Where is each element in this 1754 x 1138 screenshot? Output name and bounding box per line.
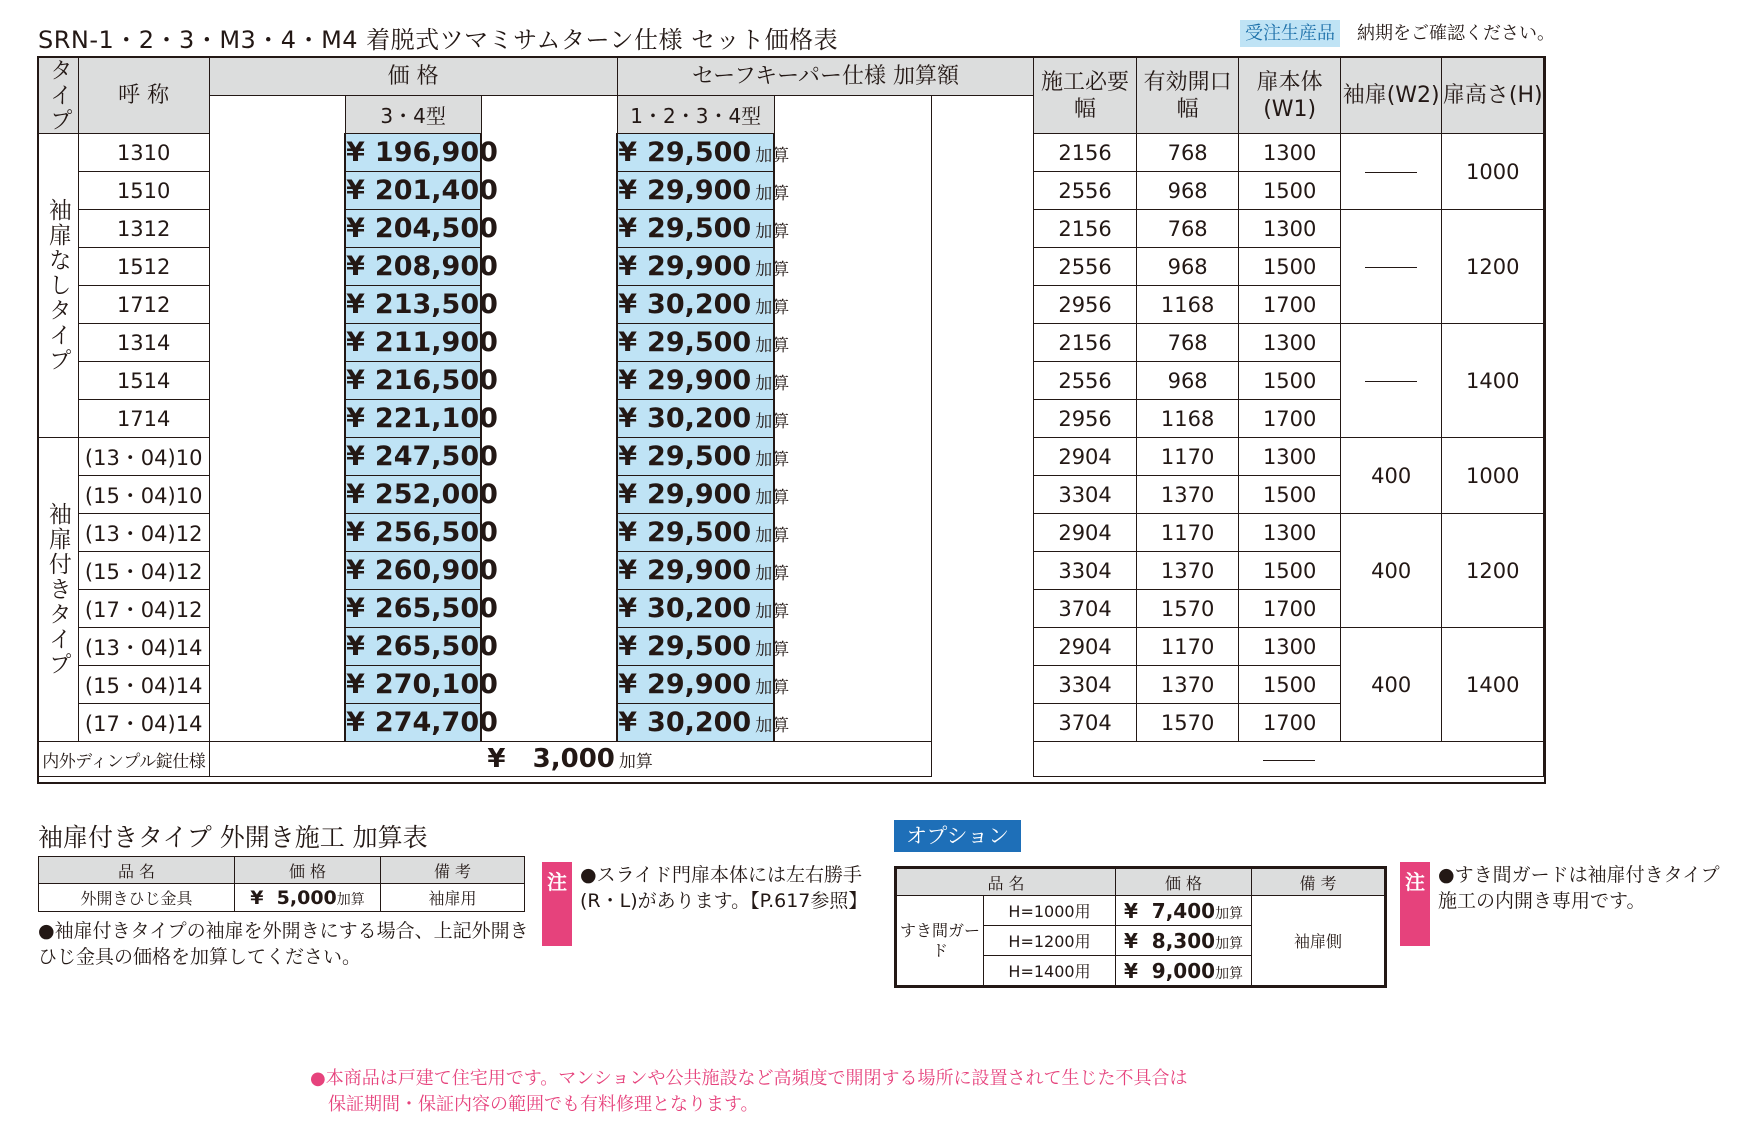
made-to-order-badge: 受注生産品 [1240,20,1340,47]
open-width-cell: 768 [1136,324,1239,362]
price-blank [481,362,617,400]
price-blank-left [209,96,345,134]
price-blank [209,628,345,666]
caution-mark: 注 [542,862,572,946]
price-cell: ¥ 265,500 [345,590,481,628]
door-height-cell: 1200 [1442,210,1544,324]
header-install-width: 施工必要幅 [1034,58,1137,134]
sleeve-width-cell: 400 [1340,438,1442,514]
price-blank [209,286,345,324]
open-width-cell: 1570 [1136,704,1239,742]
gap-cell [931,134,1034,172]
open-width-cell: 1170 [1136,514,1239,552]
sleeve-header-name: 品 名 [39,857,235,884]
gap-cell [931,324,1034,362]
type-label: 袖扉付きタイプ [39,438,79,742]
price-cell: ¥ 270,100 [345,666,481,704]
open-width-cell: 1570 [1136,590,1239,628]
safe-blank [774,666,931,704]
sleeve-item-name: 外開きひじ金具 [39,884,235,912]
price-cell: ¥ 204,500 [345,210,481,248]
safe-blank [774,210,931,248]
dash-line [1365,172,1417,173]
table-row [39,590,1544,628]
gap-cell [931,248,1034,286]
price-blank [481,286,617,324]
option-row [896,896,1386,926]
gap-cell [931,552,1034,590]
safe-keeper-cell: ¥ 29,900 加算 [617,362,774,400]
body-width-cell: 1300 [1239,438,1341,476]
table-row [39,704,1544,742]
safe-blank-right [774,96,931,134]
safe-keeper-cell: ¥ 29,900 加算 [617,666,774,704]
header-price-model: 3・4型 [345,96,481,134]
body-width-cell: 1300 [1239,210,1341,248]
gap-cell [931,742,1034,777]
table-row [39,324,1544,362]
caution-mark-option: 注 [1400,862,1430,946]
price-blank [481,476,617,514]
header-safe-keeper: セーフキーパー仕様 加算額 [617,58,1034,96]
option-badge: オプション [894,820,1021,852]
body-width-cell: 1300 [1239,514,1341,552]
price-blank [209,210,345,248]
install-width-cell: 2904 [1034,438,1137,476]
install-width-cell: 2156 [1034,134,1137,172]
price-blank [481,666,617,704]
sleeve-width-cell [1340,134,1442,210]
dimple-lock-row [39,742,1544,777]
header-type: タイプ [39,58,79,134]
gap-cell [931,210,1034,248]
model-name: (17・04)14 [78,704,209,742]
option-price: ¥ 9,000加算 [1116,956,1252,987]
safe-keeper-cell: ¥ 29,900 加算 [617,248,774,286]
sleeve-item-price: ¥ 5,000加算 [235,884,381,912]
price-blank [481,324,617,362]
safe-blank [774,438,931,476]
gap-cell [931,400,1034,438]
safe-keeper-cell: ¥ 29,900 加算 [617,476,774,514]
open-width-cell: 968 [1136,172,1239,210]
body-width-cell: 1700 [1239,286,1341,324]
door-height-cell: 1200 [1442,514,1544,628]
door-height-cell: 1000 [1442,438,1544,514]
model-name: 1712 [78,286,209,324]
price-cell: ¥ 247,500 [345,438,481,476]
header-body-width: 扉本体(W1) [1239,58,1341,134]
table-row [39,286,1544,324]
open-width-cell: 1168 [1136,400,1239,438]
table-row [39,362,1544,400]
price-cell: ¥ 196,900 [345,134,481,172]
install-width-cell: 2156 [1034,324,1137,362]
header-safe-model: 1・2・3・4型 [617,96,774,134]
body-width-cell: 1500 [1239,552,1341,590]
install-width-cell: 2556 [1034,172,1137,210]
body-width-cell: 1500 [1239,666,1341,704]
footer-line-1: ●本商品は戸建て住宅用です。マンションや公共施設など高頻度で開閉する場所に設置されて生じた不具合は [310,1068,1188,1089]
body-width-cell: 1500 [1239,476,1341,514]
body-width-cell: 1700 [1239,400,1341,438]
safe-keeper-cell: ¥ 29,500 加算 [617,210,774,248]
sleeve-header-price: 価 格 [235,857,381,884]
safe-blank [774,514,931,552]
model-name: (15・04)10 [78,476,209,514]
model-name: (13・04)14 [78,628,209,666]
table-row [39,552,1544,590]
model-name: 1714 [78,400,209,438]
install-width-cell: 2556 [1034,362,1137,400]
safe-blank [774,286,931,324]
price-blank [481,552,617,590]
page-title: SRN-1・2・3・M3・4・M4 着脱式ツマミサムターン仕様 セット価格表 [38,26,839,54]
table-row [39,666,1544,704]
safe-keeper-cell: ¥ 30,200 加算 [617,590,774,628]
price-blank [209,438,345,476]
dash-line [1365,381,1417,382]
model-name: 1510 [78,172,209,210]
install-width-cell: 3704 [1034,590,1137,628]
safe-keeper-cell: ¥ 30,200 加算 [617,400,774,438]
safe-keeper-cell: ¥ 30,200 加算 [617,286,774,324]
table-row [39,172,1544,210]
price-blank [481,134,617,172]
sleeve-section-title: 袖扉付きタイプ 外開き施工 加算表 [38,823,428,852]
gap-cell [931,96,1034,134]
price-blank [209,666,345,704]
install-width-cell: 3304 [1034,666,1137,704]
open-width-cell: 968 [1136,248,1239,286]
model-name: 1314 [78,324,209,362]
option-size: H=1000用 [984,896,1116,926]
option-header-note: 備 考 [1252,868,1386,896]
header-height: 扉高さ(H) [1442,58,1544,134]
price-cell: ¥ 274,700 [345,704,481,742]
dimple-lock-dimension [1034,742,1544,777]
model-name: (17・04)12 [78,590,209,628]
option-header-name: 品 名 [896,868,1116,896]
footer-line-2: 保証期間・保証内容の範囲でも有料修理となります。 [328,1094,759,1115]
gap-cell [931,476,1034,514]
table-row [39,628,1544,666]
dimple-lock-price: ¥ 3,000 加算 [209,742,931,777]
price-blank [481,438,617,476]
door-height-cell: 1400 [1442,324,1544,438]
open-width-cell: 768 [1136,210,1239,248]
table-row [39,438,1544,476]
door-height-cell: 1000 [1442,134,1544,210]
open-width-cell: 1170 [1136,438,1239,476]
gap-cell [931,704,1034,742]
option-size: H=1200用 [984,926,1116,956]
price-blank [209,552,345,590]
price-cell: ¥ 211,900 [345,324,481,362]
body-width-cell: 1300 [1239,628,1341,666]
price-blank [209,400,345,438]
price-blank [209,704,345,742]
model-name: (15・04)12 [78,552,209,590]
safe-blank [774,628,931,666]
gap-cell [931,590,1034,628]
body-width-cell: 1500 [1239,362,1341,400]
sleeve-item-note: 袖扉用 [381,884,525,912]
safe-blank [774,324,931,362]
price-cell: ¥ 256,500 [345,514,481,552]
caution-note-direction: ●スライド門扉本体には左右勝手(R・L)があります。【P.617参照】 [580,864,868,912]
open-width-cell: 1370 [1136,476,1239,514]
safe-blank [774,172,931,210]
safe-blank [774,400,931,438]
body-width-cell: 1500 [1239,248,1341,286]
safe-keeper-cell: ¥ 30,200 加算 [617,704,774,742]
open-width-cell: 1370 [1136,552,1239,590]
safe-blank [774,134,931,172]
safe-blank [774,704,931,742]
open-width-cell: 768 [1136,134,1239,172]
price-blank [209,172,345,210]
table-row [39,476,1544,514]
price-blank [209,324,345,362]
header-name: 呼 称 [78,58,209,134]
body-width-cell: 1300 [1239,324,1341,362]
price-blank [209,134,345,172]
dimple-lock-label: 内外ディンプル錠仕様 [39,742,210,777]
table-row [39,400,1544,438]
body-width-cell: 1700 [1239,590,1341,628]
install-width-cell: 2904 [1034,514,1137,552]
price-blank [481,210,617,248]
price-blank [209,248,345,286]
price-blank [209,514,345,552]
install-width-cell: 3304 [1034,552,1137,590]
table-row [39,134,1544,172]
model-name: 1512 [78,248,209,286]
gap-cell [931,362,1034,400]
safe-blank [774,476,931,514]
option-size: H=1400用 [984,956,1116,987]
price-blank [209,362,345,400]
body-width-cell: 1700 [1239,704,1341,742]
price-blank [481,400,617,438]
safe-blank [774,552,931,590]
safe-blank [774,248,931,286]
model-name: (13・04)10 [78,438,209,476]
body-width-cell: 1300 [1239,134,1341,172]
header-open-width: 有効開口幅 [1136,58,1239,134]
install-width-cell: 2956 [1034,286,1137,324]
price-cell: ¥ 260,900 [345,552,481,590]
safe-keeper-cell: ¥ 29,500 加算 [617,628,774,666]
delivery-notice: 納期をご確認ください。 [1357,23,1555,44]
header-sleeve-width: 袖扉(W2) [1340,58,1442,134]
open-width-cell: 968 [1136,362,1239,400]
model-name: 1310 [78,134,209,172]
price-table [38,57,1544,777]
price-cell: ¥ 208,900 [345,248,481,286]
sleeve-header-note: 備 考 [381,857,525,884]
gap-cell [931,514,1034,552]
sleeve-width-cell [1340,324,1442,438]
gap-cell [931,286,1034,324]
install-width-cell: 2956 [1034,400,1137,438]
price-blank-right [481,96,617,134]
price-blank [481,248,617,286]
price-cell: ¥ 221,100 [345,400,481,438]
model-name: 1312 [78,210,209,248]
safe-keeper-cell: ¥ 29,500 加算 [617,324,774,362]
price-blank [481,590,617,628]
body-width-cell: 1500 [1239,172,1341,210]
option-price: ¥ 7,400加算 [1116,896,1252,926]
table-row [39,514,1544,552]
footer-notice [310,1066,1187,1118]
model-name: (13・04)12 [78,514,209,552]
gap-cell [931,172,1034,210]
price-blank [481,172,617,210]
option-table [894,866,1387,988]
safe-blank [774,362,931,400]
price-cell: ¥ 265,500 [345,628,481,666]
safe-keeper-cell: ¥ 29,900 加算 [617,552,774,590]
price-blank [481,704,617,742]
price-cell: ¥ 252,000 [345,476,481,514]
price-blank [481,628,617,666]
dash-line [1365,267,1417,268]
safe-keeper-cell: ¥ 29,500 加算 [617,438,774,476]
price-blank [209,476,345,514]
install-width-cell: 2904 [1034,628,1137,666]
sleeve-width-cell: 400 [1340,628,1442,742]
model-name: 1514 [78,362,209,400]
header-price: 価 格 [209,58,617,96]
price-cell: ¥ 216,500 [345,362,481,400]
type-label: 袖扉なしタイプ [39,134,79,438]
gap-cell [931,438,1034,476]
install-width-cell: 3304 [1034,476,1137,514]
install-width-cell: 3704 [1034,704,1137,742]
model-name: (15・04)14 [78,666,209,704]
gap-cell [931,666,1034,704]
safe-blank [774,590,931,628]
safe-keeper-cell: ¥ 29,900 加算 [617,172,774,210]
option-note: 袖扉側 [1252,896,1386,987]
option-header-price: 価 格 [1116,868,1252,896]
install-width-cell: 2156 [1034,210,1137,248]
gap-cell [931,628,1034,666]
sleeve-note: ●袖扉付きタイプの袖扉を外開きにする場合、上記外開きひじ金具の価格を加算してください。 [38,920,529,968]
dash-line [1263,760,1315,761]
install-width-cell: 2556 [1034,248,1137,286]
price-blank [481,514,617,552]
sleeve-width-cell: 400 [1340,514,1442,628]
safe-keeper-cell: ¥ 29,500 加算 [617,514,774,552]
option-price: ¥ 8,300加算 [1116,926,1252,956]
option-item-name: すき間ガード [896,896,984,987]
price-cell: ¥ 213,500 [345,286,481,324]
caution-note-gap-guard: ●すき間ガードは袖扉付きタイプ施工の内開き専用です。 [1438,864,1720,912]
sleeve-width-cell [1340,210,1442,324]
safe-keeper-cell: ¥ 29,500 加算 [617,134,774,172]
sleeve-addition-table [38,856,525,912]
price-blank [209,590,345,628]
price-cell: ¥ 201,400 [345,172,481,210]
table-row [39,210,1544,248]
open-width-cell: 1370 [1136,666,1239,704]
open-width-cell: 1170 [1136,628,1239,666]
door-height-cell: 1400 [1442,628,1544,742]
open-width-cell: 1168 [1136,286,1239,324]
table-row [39,248,1544,286]
